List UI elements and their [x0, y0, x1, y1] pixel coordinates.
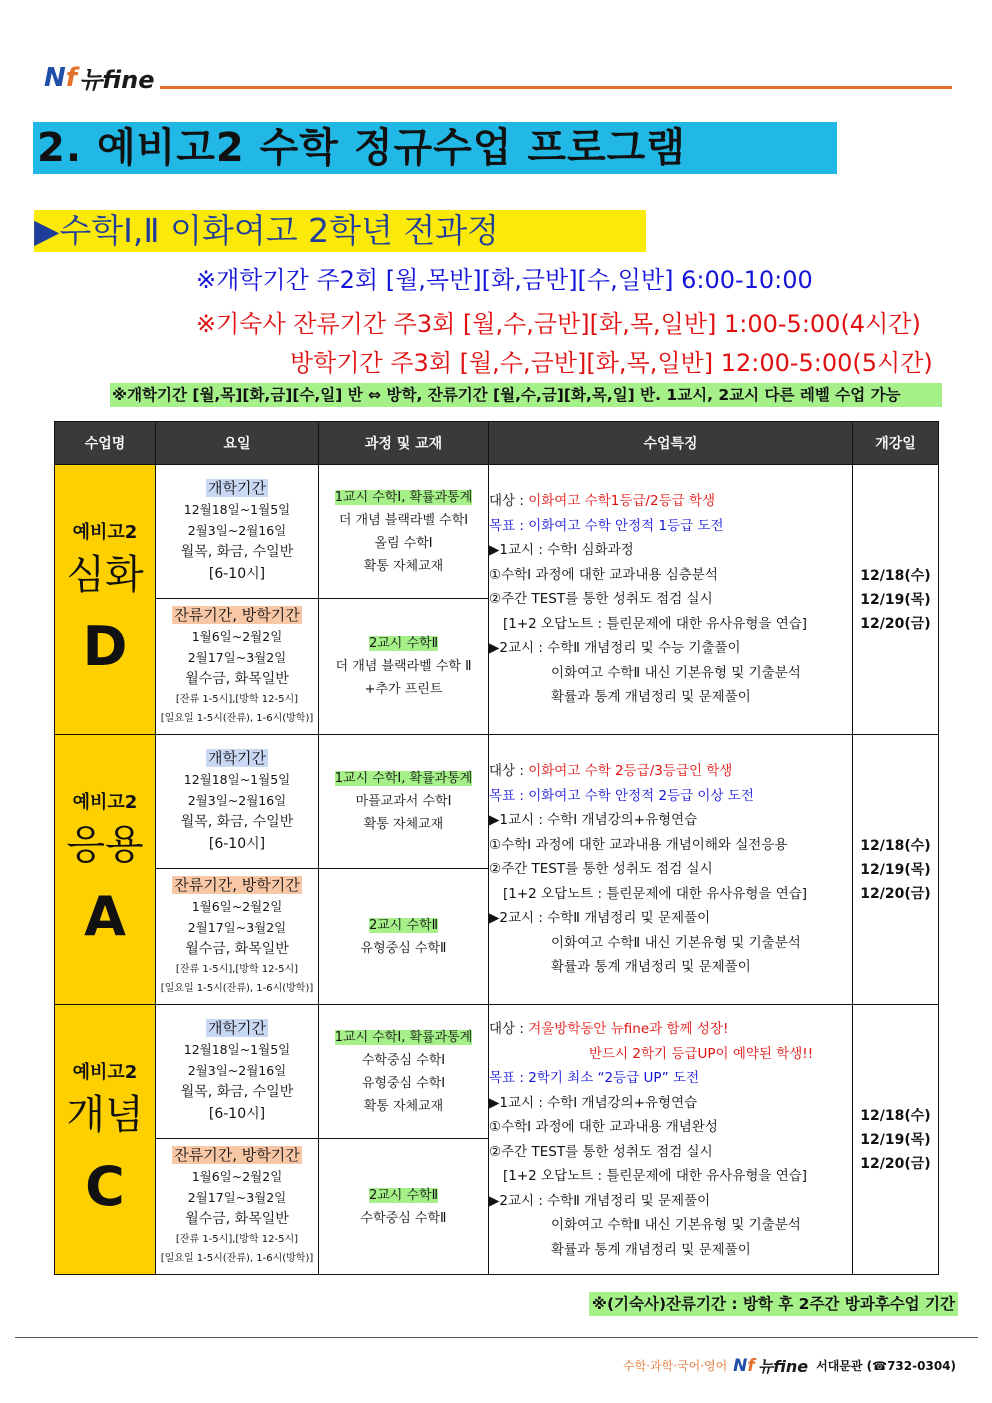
start-date-1: 12/18(수): [860, 837, 931, 854]
semester-range-1: 12월18일~1월5일: [183, 772, 291, 787]
target-line: 대상 : 이화여고 수학 2등급/3등급인 학생: [489, 763, 733, 780]
dorm-period-footnote: ※(기숙사)잔류기간 : 방학 후 2주간 방과후수업 기간: [589, 1292, 958, 1316]
start-date-cell: [853, 1005, 939, 1275]
target-line-2: 반드시 2학기 등급UP이 예약된 학생!!: [589, 1045, 814, 1062]
period1-point-1: ①수학Ⅰ 과정에 대한 교과내용 개념완성: [489, 1119, 718, 1135]
vacation-sunday-time: [일요일 1-5시(잔류), 1-6시(방학)]: [160, 1253, 314, 1264]
period1-book-1: 더 개념 블랙라벨 수학Ⅰ: [338, 512, 469, 528]
class-letter: C: [85, 1154, 125, 1218]
period2-book-2: +추가 프린트: [364, 682, 443, 697]
start-date-cell: [853, 465, 939, 735]
vacation-time: [잔류 1-5시],[방학 12-5시]: [175, 1234, 299, 1245]
vacation-sunday-time: [일요일 1-5시(잔류), 1-6시(방학)]: [160, 983, 314, 994]
vacation-range-1: 1월6일~2월2일: [191, 899, 283, 914]
note-semester-schedule: ※개학기간 주2회 [월,목반][화,금반][수,일반] 6:00-10:00: [196, 266, 813, 294]
period1-point-1: ①수학Ⅰ 과정에 대한 교과내용 개념이해와 실전응용: [489, 836, 788, 853]
period1-heading: 1교시 수학Ⅰ, 확률과통계: [334, 771, 473, 786]
page-title: 2. 예비고2 수학 정규수업 프로그램: [33, 122, 837, 174]
section-subtitle: ▶수학Ⅰ,Ⅱ 이화여고 2학년 전과정: [34, 210, 646, 252]
brand-logo: [44, 60, 155, 95]
class-level: 응용: [66, 821, 144, 868]
course-period1-cell: [319, 465, 489, 599]
semester-label: 개학기간: [208, 1019, 266, 1037]
vacation-sunday-time: [일요일 1-5시(잔류), 1-6시(방학)]: [160, 713, 314, 724]
period2-point-2: 확률과 통계 개념정리 및 문제풀이: [551, 689, 751, 706]
period2-point-1: 이화여고 수학Ⅱ 내신 기본유형 및 기출분석: [551, 664, 801, 681]
features-cell: [489, 1005, 853, 1275]
header-divider: [160, 86, 952, 89]
vacation-range-1: 1월6일~2월2일: [191, 629, 283, 644]
start-date-3: 12/20(금): [860, 1155, 931, 1172]
start-date-3: 12/20(금): [860, 615, 931, 632]
start-date-3: 12/20(금): [860, 885, 931, 902]
period1-line: ▶1교시 : 수학Ⅰ 심화과정: [489, 542, 634, 559]
footer-subjects: 수학·과학·국어·영어: [622, 1359, 728, 1373]
period2-line: ▶2교시 : 수학Ⅱ 개념정리 및 문제풀이: [489, 910, 711, 927]
semester-label: 개학기간: [208, 479, 266, 497]
semester-range-1: 12월18일~1월5일: [183, 1042, 291, 1057]
note-level-mixing: ※개학기간 [월,목][화,금][수,일] 반 ⇔ 방학, 잔류기간 [월,수,금][화,목,일] 반. 1교시, 2교시 다른 레벨 수업 가능: [110, 383, 942, 407]
footer-branch-phone: 서대문관 (☎732-0304): [816, 1359, 956, 1373]
col-header-days: 요일: [156, 422, 319, 465]
period2-book-1: 수학중심 수학Ⅱ: [360, 1210, 447, 1226]
semester-days: 월목, 화금, 수일반: [180, 1084, 294, 1100]
vacation-range-2: 2월17일~3월2일: [187, 920, 287, 935]
vacation-days: 월수금, 화목일반: [185, 671, 289, 687]
semester-days-cell: [156, 1005, 319, 1139]
semester-label: 개학기간: [208, 749, 266, 767]
class-letter: A: [84, 884, 126, 948]
features-cell: [489, 735, 853, 1005]
period2-book-1: 유형중심 수학Ⅱ: [360, 940, 447, 956]
period1-book-3: 확통 자체교재: [363, 558, 444, 574]
semester-days-cell: [156, 465, 319, 599]
period1-book-2: 유형중심 수학Ⅰ: [361, 1075, 446, 1091]
period1-heading: 1교시 수학Ⅰ, 확률과통계: [334, 489, 473, 505]
vacation-time: [잔류 1-5시],[방학 12-5시]: [175, 964, 299, 975]
footer: [623, 1354, 956, 1377]
period1-point-3: [1+2 오답노트 : 틀린문제에 대한 유사유형을 연습]: [503, 615, 808, 632]
semester-range-2: 2월3일~2월16일: [187, 793, 287, 808]
target-line: 대상 : 이화여고 수학1등급/2등급 학생: [489, 493, 716, 510]
vacation-days-cell: [156, 869, 319, 1005]
start-date-1: 12/18(수): [860, 1107, 931, 1124]
vacation-days-cell: [156, 1139, 319, 1275]
period1-book-1: 마플교과서 수학Ⅰ: [355, 794, 452, 809]
vacation-label: 잔류기간, 방학기간: [174, 876, 300, 894]
class-grade: 예비고2: [72, 1061, 138, 1083]
course-period1-cell: [319, 735, 489, 869]
semester-range-2: 2월3일~2월16일: [187, 1063, 287, 1078]
vacation-days: 월수금, 화목일반: [185, 941, 289, 957]
target-line: 대상 : 겨울방학동안 뉴fine과 함께 성장!: [489, 1021, 729, 1037]
semester-days: 월목, 화금, 수일반: [180, 814, 294, 830]
semester-days: 월목, 화금, 수일반: [180, 544, 294, 560]
goal-line: 목표 : 이화여고 수학 안정적 1등급 도전: [489, 517, 724, 534]
class-name-cell: [55, 1005, 156, 1275]
class-level: 개념: [66, 1091, 144, 1138]
period1-point-3: [1+2 오답노트 : 틀린문제에 대한 유사유형을 연습]: [503, 885, 808, 902]
semester-time: [6-10시]: [208, 1106, 266, 1122]
period1-point-1: ①수학Ⅰ 과정에 대한 교과내용 심층분석: [489, 566, 718, 583]
semester-days-cell: [156, 735, 319, 869]
vacation-label: 잔류기간, 방학기간: [174, 606, 300, 624]
footer-brand: 뉴fine: [757, 1357, 809, 1376]
start-date-2: 12/19(목): [860, 861, 931, 878]
semester-time: [6-10시]: [208, 836, 266, 852]
semester-range-2: 2월3일~2월16일: [187, 523, 287, 538]
period2-point-1: 이화여고 수학Ⅱ 내신 기본유형 및 기출분석: [551, 1217, 801, 1233]
table-row: [55, 465, 939, 599]
col-header-start-date: 개강일: [853, 422, 939, 465]
footer-logo-icon: Nf: [733, 1355, 755, 1376]
period2-point-2: 확률과 통계 개념정리 및 문제풀이: [551, 959, 751, 976]
course-period2-cell: [319, 869, 489, 1005]
vacation-label: 잔류기간, 방학기간: [174, 1146, 300, 1164]
period1-book-1: 수학중심 수학Ⅰ: [361, 1052, 446, 1068]
col-header-class: 수업명: [55, 422, 156, 465]
col-header-course: 과정 및 교재: [319, 422, 489, 465]
course-period2-cell: [319, 1139, 489, 1275]
period1-book-2: 확통 자체교재: [363, 817, 444, 832]
vacation-days-cell: [156, 599, 319, 735]
col-header-features: 수업특징: [489, 422, 853, 465]
logo-text: 뉴fine: [79, 66, 155, 94]
class-grade: 예비고2: [72, 791, 138, 813]
period2-heading: 2교시 수학Ⅱ: [368, 917, 439, 933]
period2-point-2: 확률과 통계 개념정리 및 문제풀이: [551, 1241, 751, 1258]
goal-line: 목표 : 이화여고 수학 안정적 2등급 이상 도전: [489, 787, 754, 804]
logo-mark-icon: Nf: [44, 62, 78, 93]
period2-heading: 2교시 수학Ⅱ: [368, 1187, 439, 1203]
class-name-cell: [55, 465, 156, 735]
period1-book-2: 올림 수학Ⅰ: [374, 535, 433, 551]
note-dorm-schedule: ※기숙사 잔류기간 주3회 [월,수,금반][화,목,일반] 1:00-5:00(4시간): [196, 310, 921, 338]
period2-book-1: 더 개념 블랙라벨 수학 Ⅱ: [335, 659, 472, 674]
table-row: [55, 735, 939, 869]
table-header-row: [55, 422, 939, 465]
vacation-range-1: 1월6일~2월2일: [191, 1169, 283, 1184]
period2-heading: 2교시 수학Ⅱ: [368, 636, 439, 651]
class-letter: D: [82, 614, 128, 678]
start-date-cell: [853, 735, 939, 1005]
vacation-days: 월수금, 화목일반: [185, 1211, 289, 1227]
schedule-table: [54, 421, 939, 1275]
note-vacation-schedule: 방학기간 주3회 [월,수,금반][화,목,일반] 12:00-5:00(5시간): [290, 349, 933, 377]
course-period1-cell: [319, 1005, 489, 1139]
course-period2-cell: [319, 599, 489, 735]
period1-line: ▶1교시 : 수학Ⅰ 개념강의+유형연습: [489, 1094, 698, 1111]
vacation-range-2: 2월17일~3월2일: [187, 650, 287, 665]
features-cell: [489, 465, 853, 735]
period1-point-3: [1+2 오답노트 : 틀린문제에 대한 유사유형을 연습]: [503, 1168, 808, 1184]
period2-line: ▶2교시 : 수학Ⅱ 개념정리 및 수능 기출풀이: [489, 640, 741, 657]
table-row: [55, 1005, 939, 1139]
start-date-2: 12/19(목): [860, 591, 931, 608]
period1-point-2: ②주간 TEST를 통한 성취도 점검 실시: [489, 861, 713, 878]
footer-divider: [15, 1337, 978, 1338]
vacation-range-2: 2월17일~3월2일: [187, 1190, 287, 1205]
goal-line: 목표 : 2학기 최소 “2등급 UP” 도전: [489, 1070, 700, 1086]
period1-line: ▶1교시 : 수학Ⅰ 개념강의+유형연습: [489, 812, 698, 829]
period1-heading: 1교시 수학Ⅰ, 확률과통계: [334, 1029, 473, 1045]
period1-book-3: 확통 자체교재: [363, 1098, 444, 1114]
start-date-1: 12/18(수): [860, 567, 931, 584]
class-level: 심화: [66, 551, 144, 598]
period1-point-2: ②주간 TEST를 통한 성취도 점검 실시: [489, 1143, 713, 1160]
period2-point-1: 이화여고 수학Ⅱ 내신 기본유형 및 기출분석: [551, 934, 801, 951]
semester-time: [6-10시]: [208, 566, 266, 582]
start-date-2: 12/19(목): [860, 1131, 931, 1148]
semester-range-1: 12월18일~1월5일: [183, 502, 291, 517]
period1-point-2: ②주간 TEST를 통한 성취도 점검 실시: [489, 591, 713, 608]
class-grade: 예비고2: [72, 521, 138, 543]
class-name-cell: [55, 735, 156, 1005]
period2-line: ▶2교시 : 수학Ⅱ 개념정리 및 문제풀이: [489, 1192, 711, 1209]
arrow-icon: ▶: [34, 211, 60, 250]
vacation-time: [잔류 1-5시],[방학 12-5시]: [175, 694, 299, 705]
